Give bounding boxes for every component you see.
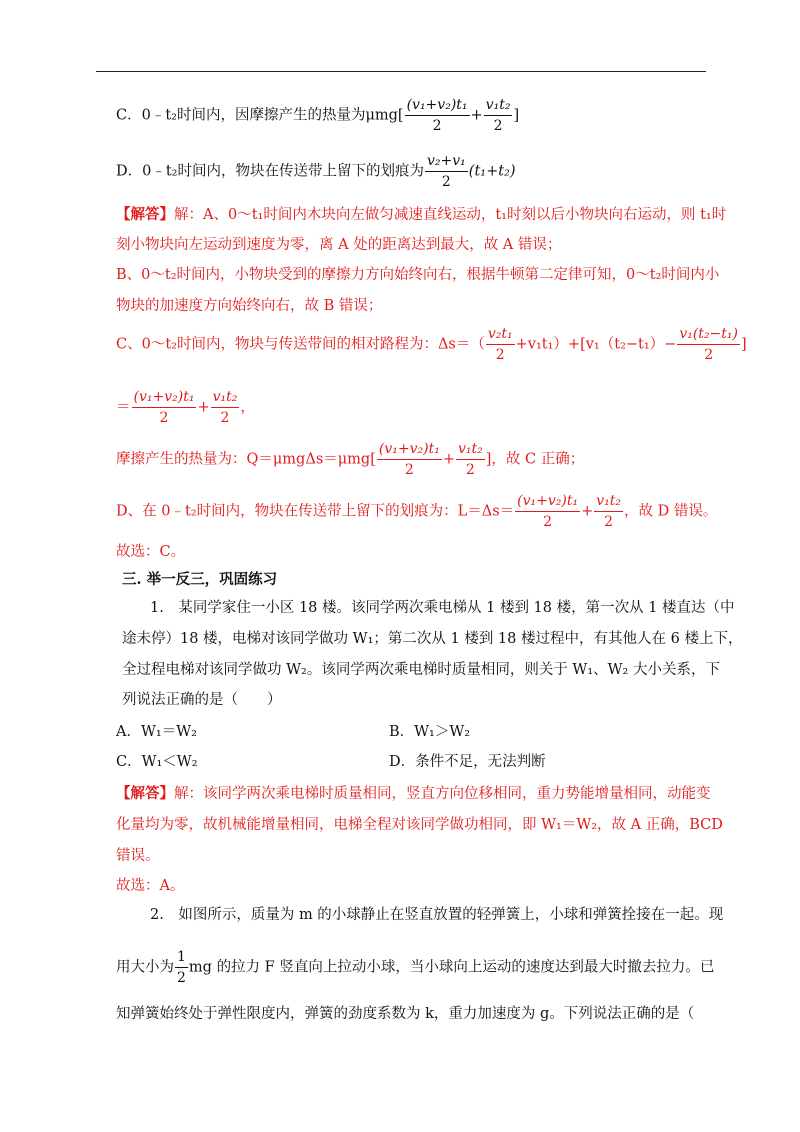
option-c: C．0﹣t₂时间内，因摩擦产生的热量为μmg[ $\frac{\text{(v₁+v₂)t₁}}{2}$ + $\frac{\text{v₁t₂}}{2}$ ] [116, 97, 520, 134]
q1-line-2: 途未停）18 楼，电梯对该同学做功 W₁；第二次从 1 楼到 18 楼过程中，有其他人在 6 楼上下， [122, 631, 743, 647]
fraction: $\frac{\text{(v₁+v₂)t₁}}{2}$ [378, 441, 440, 478]
answer-line-4: 物块的加速度方向始终向右，故 B 错误； [116, 298, 383, 314]
q1-option-c: C．W₁＜W₂ [116, 754, 198, 770]
fraction: $\frac{\text{v₂+v₁}}{2}$ [427, 153, 466, 190]
fraction: $\frac{\text{(v₁+v₂)t₁}}{2}$ [406, 97, 468, 134]
q1-line-4: 列说法正确的是（ ） [122, 692, 282, 708]
answer-line-5: C、0～t₂时间内，物块与传送带间的相对路程为：Δs＝（ $\frac{\text{v₂t₁}}{2}$ +v₁t₁）+[v₁（t₂−t₁）− $\frac{\text{v₁(t₂−t₁)}}{2}$ ] [116, 326, 747, 363]
fraction: $\frac{\text{(v₁+v₂)t₁}}{2}$ [517, 493, 579, 530]
q1-answer-line-2: 化量均为零，故机械能增量相同，电梯全程对该同学做功相同，即 W₁＝W₂，故 A 正确，BCD [116, 817, 723, 833]
fraction: $\frac{\text{v₁t₂}}{2}$ [212, 389, 238, 426]
fraction-half: $\frac{1}{2}$ [177, 949, 186, 986]
answer-choice: 故选：C。 [116, 544, 186, 560]
q1-option-a: A．W₁＝W₂ [116, 724, 197, 740]
q1-option-b: B．W₁＞W₂ [389, 724, 471, 740]
q2-line-1: 2. 如图所示，质量为 m 的小球静止在竖直放置的轻弹簧上，小球和弹簧拴接在一起。现 [150, 907, 724, 923]
fraction: $\frac{\text{v₁(t₂−t₁)}}{2}$ [679, 326, 738, 363]
option-d: D．0﹣t₂时间内，物块在传送带上留下的划痕为 $\frac{\text{v₂+v₁}}{2}$ (t₁+t₂) [116, 153, 516, 190]
answer-line-1: 【解答】解：A、0～t₁时间内木块向左做匀减速直线运动，t₁时刻以后小物块向右运动，则 t₁时 [116, 206, 727, 223]
q1-line-3: 全过程电梯对该同学做功 W₂。该同学两次乘电梯时质量相同，则关于 W₁、W₂ 大小关系，下 [122, 662, 720, 678]
header-rule [96, 71, 706, 72]
q1-answer-line-1: 【解答】解：该同学两次乘电梯时质量相同，竖直方向位移相同，重力势能增量相同，动能变 [116, 785, 711, 802]
fraction: $\frac{\text{v₂t₁}}{2}$ [487, 326, 513, 363]
fraction: $\frac{\text{v₁t₂}}{2}$ [457, 441, 483, 478]
fraction: $\frac{\text{v₁t₂}}{2}$ [596, 493, 621, 530]
section-title: 三. 举一反三，巩固练习 [122, 571, 278, 588]
q1-line-1: 1. 某同学家住一小区 18 楼。该同学两次乘电梯从 1 楼到 18 楼，第一次从 1 楼直达（中 [150, 600, 735, 616]
q1-answer-line-3: 错误。 [116, 848, 160, 864]
answer-line-2: 刻小物块向左运动到速度为零，离 A 处的距离达到最大，故 A 错误； [116, 237, 562, 253]
q1-option-d: D．条件不足，无法判断 [389, 754, 546, 770]
q2-line-3: 知弹簧始终处于弹性限度内，弹簧的劲度系数为 k，重力加速度为 g。下列说法正确的是（ [116, 1006, 695, 1022]
fraction: $\frac{\text{(v₁+v₂)t₁}}{2}$ [133, 389, 195, 426]
q1-answer-choice: 故选：A。 [116, 878, 185, 894]
q2-line-2: 用大小为 $\frac{1}{2}$ mg 的拉力 F 竖直向上拉动小球，当小球向上运动的速度达到最大时撤去拉力。已 [116, 949, 715, 986]
answer-line-7: 摩擦产生的热量为：Q＝μmgΔs＝μmg[ $\frac{\text{(v₁+v₂)t₁}}{2}$ + $\frac{\text{v₁t₂}}{2}$ ]，故 C 正确； [116, 441, 585, 478]
answer-line-3: B、0～t₂时间内，小物块受到的摩擦力方向始终向右，根据牛顿第二定律可知，0～t₂时间内小 [116, 267, 720, 283]
fraction: $\frac{\text{v₁t₂}}{2}$ [485, 97, 511, 134]
answer-line-8: D、在 0﹣t₂时间内，物块在传送带上留下的划痕为：L＝Δs＝ $\frac{\text{(v₁+v₂)t₁}}{2}$ + $\frac{\text{v₁t₂}}{2}$ ，故 D 错误。 [116, 493, 718, 530]
answer-line-6: ＝ $\frac{\text{(v₁+v₂)t₁}}{2}$ + $\frac{\text{v₁t₂}}{2}$ ， [116, 389, 255, 426]
